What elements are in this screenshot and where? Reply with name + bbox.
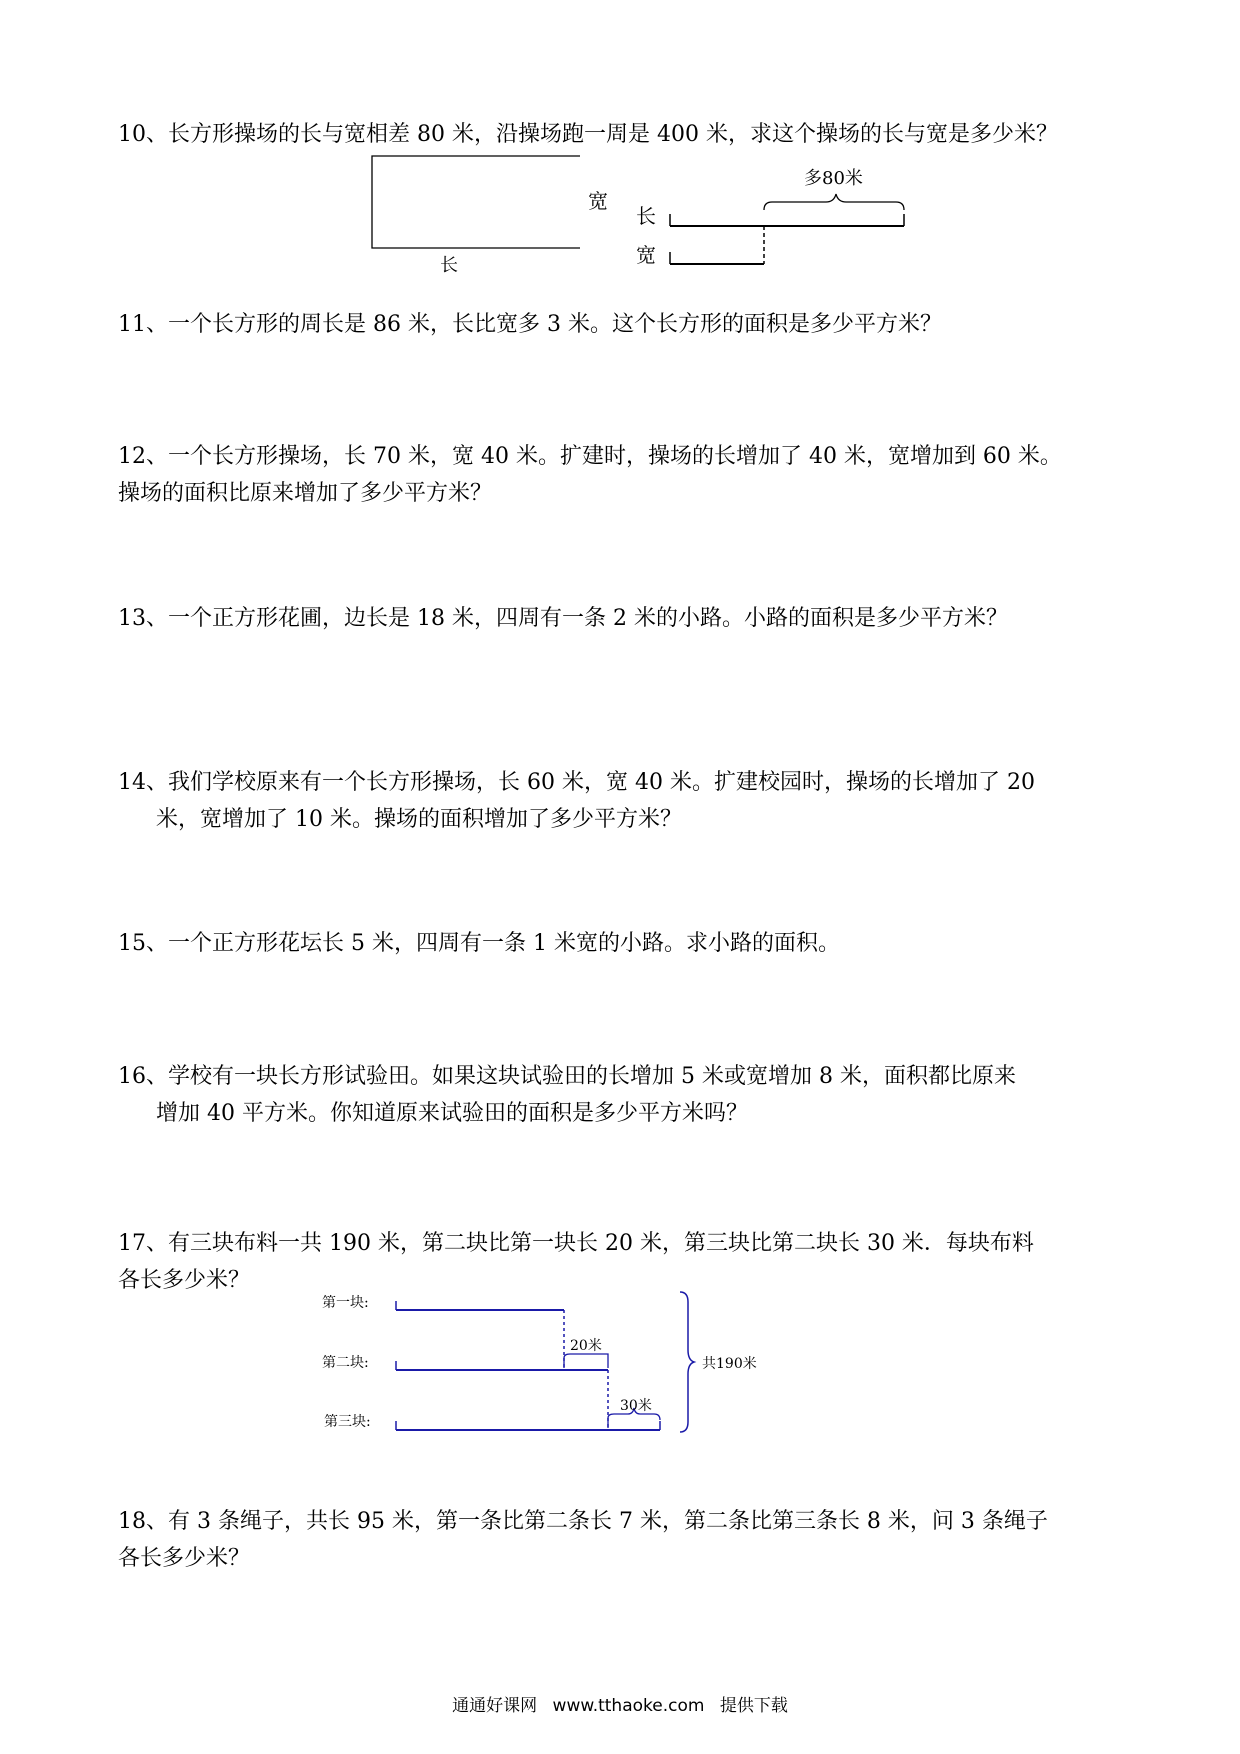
question-18-line2: 各长多少米？ xyxy=(118,1546,251,1571)
diff2-label: 30米 xyxy=(620,1398,652,1414)
bar-short-label: 宽 xyxy=(636,243,656,267)
rect-length-label: 长 xyxy=(440,255,458,276)
question-17-diagram xyxy=(318,1288,818,1448)
question-16-line1: 16、学校有一块长方形试验田。如果这块试验田的长增加 5 米或宽增加 8 米，面积都比原来 xyxy=(118,1064,1016,1089)
question-18 xyxy=(118,1503,1128,1577)
question-14-line2: 米，宽增加了 10 米。操场的面积增加了多少平方米？ xyxy=(156,807,682,832)
question-13 xyxy=(118,600,1128,637)
question-10-text: 10、长方形操场的长与宽相差 80 米，沿操场跑一周是 400 米，求这个操场的长与宽是多少米？ xyxy=(118,122,1058,147)
total-label: 共190米 xyxy=(702,1356,757,1372)
question-10-diagram xyxy=(360,148,980,278)
diff1-brace xyxy=(564,1354,608,1368)
footer-url[interactable]: www.tthaoke.com xyxy=(552,1696,705,1716)
question-17-line2: 各长多少米？ xyxy=(118,1268,251,1293)
row2-label: 第二块: xyxy=(322,1355,369,1371)
question-11-text: 11、一个长方形的周长是 86 米，长比宽多 3 米。这个长方形的面积是多少平方米？ xyxy=(118,312,942,337)
question-12 xyxy=(118,438,1128,512)
question-12-line1: 12、一个长方形操场，长 70 米，宽 40 米。扩建时，操场的长增加了 40 米，宽增加到 60 米。 xyxy=(118,444,1062,469)
field-rectangle xyxy=(372,156,580,248)
question-17-line1: 17、有三块布料一共 190 米，第二块比第一块长 20 米，第三块比第二块长 30 米．每块布料 xyxy=(118,1231,1034,1256)
bar-long-label: 长 xyxy=(636,204,656,228)
question-16 xyxy=(118,1058,1128,1132)
question-12-line2: 操场的面积比原来增加了多少平方米？ xyxy=(118,481,493,506)
question-15 xyxy=(118,925,1128,962)
diff1-label: 20米 xyxy=(570,1338,602,1354)
row1-label: 第一块: xyxy=(322,1295,369,1311)
question-18-line1: 18、有 3 条绳子，共长 95 米，第一条比第二条长 7 米，第二条比第三条长 8 米，问 3 条绳子 xyxy=(118,1509,1048,1534)
difference-brace xyxy=(764,194,904,210)
row3-label: 第三块: xyxy=(324,1414,371,1430)
question-13-text: 13、一个正方形花圃，边长是 18 米，四周有一条 2 米的小路。小路的面积是多少平方米？ xyxy=(118,606,1008,631)
page-footer xyxy=(0,1691,1240,1716)
question-14 xyxy=(118,764,1128,838)
footer-note: 提供下载 xyxy=(719,1696,788,1716)
rect-width-label: 宽 xyxy=(588,189,608,213)
question-14-line1: 14、我们学校原来有一个长方形操场，长 60 米，宽 40 米。扩建校园时，操场的长增加了 20 xyxy=(118,770,1035,795)
question-15-text: 15、一个正方形花坛长 5 米，四周有一条 1 米宽的小路。求小路的面积。 xyxy=(118,931,840,956)
difference-label: 多80米 xyxy=(804,168,863,189)
footer-site-name: 通通好课网 xyxy=(452,1696,538,1716)
question-11 xyxy=(118,306,1128,343)
question-16-line2: 增加 40 平方米。你知道原来试验田的面积是多少平方米吗？ xyxy=(156,1101,748,1126)
total-brace xyxy=(680,1292,694,1432)
